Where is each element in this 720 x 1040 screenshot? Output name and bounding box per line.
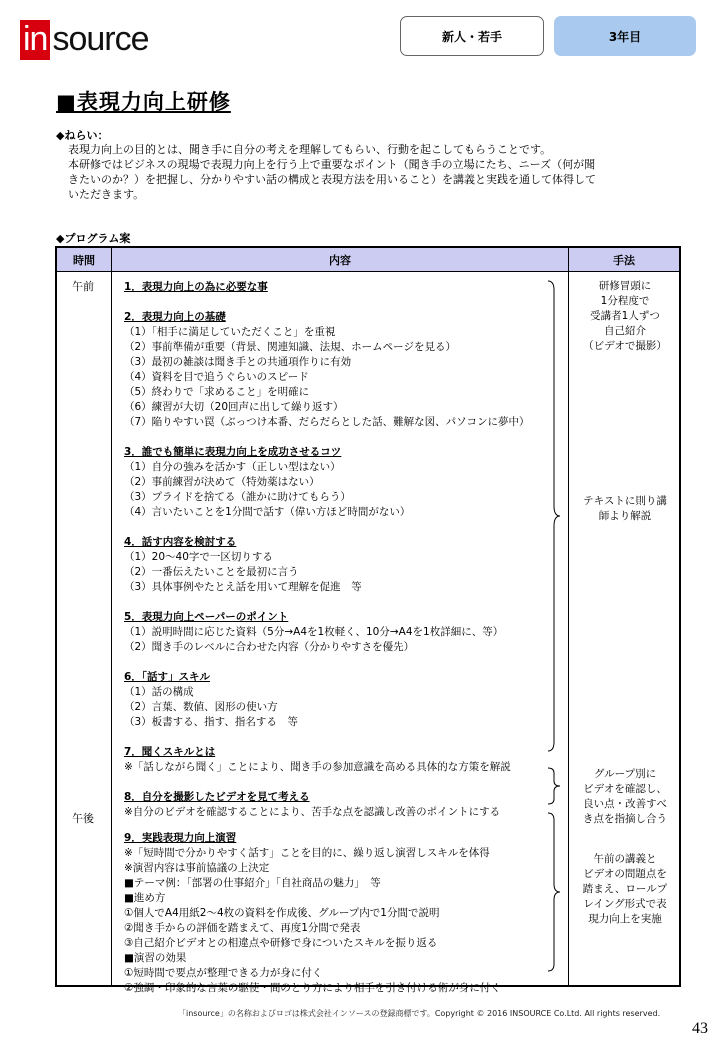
section-item: ※自分のビデオを確認することにより、苦手な点を認識し改善のポイントにする bbox=[124, 806, 501, 818]
section-item: （4）言いたいことを1分間で話す（偉い方ほど時間がない） bbox=[124, 506, 411, 518]
method-line: 1分程度で bbox=[600, 295, 650, 307]
method-line: （ビデオで撮影） bbox=[583, 340, 667, 352]
section-title: 8．自分を撮影したビデオを見て考える bbox=[124, 791, 310, 803]
section-title: 7．聞くスキルとは bbox=[124, 746, 216, 758]
header-time: 時間 bbox=[73, 253, 95, 267]
section-item: ※演習内容は事前協議の上決定 bbox=[124, 862, 270, 874]
section-item: ■テーマ例：「部署の仕事紹介」「自社商品の魅力」 等 bbox=[124, 877, 381, 889]
section-item: ■進め方 bbox=[124, 892, 166, 904]
method-line: テキストに則り講 bbox=[583, 495, 667, 507]
section-title: 4．話す内容を検討する bbox=[124, 536, 237, 548]
section-title: 3．誰でも簡単に表現力向上を成功させるコツ bbox=[124, 446, 342, 458]
section-item: ②強調・印象的な言葉の駆使・間のとり方により相手を引き付ける術が身に付く bbox=[124, 982, 501, 994]
section-item: ①短時間で要点が整理できる力が身に付く bbox=[124, 967, 323, 979]
section-7 bbox=[124, 744, 564, 775]
section-item: ■演習の効果 bbox=[124, 952, 187, 964]
aim-body bbox=[68, 142, 668, 202]
section-item: ③自己紹介ビデオとの相違点や研修で身についたスキルを振り返る bbox=[124, 937, 438, 949]
method-intro bbox=[573, 279, 677, 354]
header-content: 内容 bbox=[329, 253, 351, 267]
method-line: グループ別に bbox=[593, 768, 657, 780]
section-2 bbox=[124, 309, 564, 430]
section-item: （7）陥りやすい罠（ぶっつけ本番、だらだらとした話、難解な図、パソコンに夢中） bbox=[124, 416, 530, 428]
section-item: （3）プライドを捨てる（誰かに助けてもらう） bbox=[124, 491, 351, 503]
page-title: ■表現力向上研修 bbox=[56, 90, 231, 114]
method-line: 現力向上を実施 bbox=[588, 913, 662, 925]
aim-line: きたいのか？）を把握し、分かりやすい話の構成と表現方法を用いること）を講義と実践を通して体得して bbox=[68, 173, 596, 186]
logo-source-text: source bbox=[52, 20, 149, 58]
section-items bbox=[124, 846, 564, 996]
content-column bbox=[124, 279, 564, 1010]
section-item: （1）説明時間に応じた資料（5分→A4を1枚軽く、10分→A4を1枚詳細に、等） bbox=[124, 626, 504, 638]
program-table bbox=[55, 246, 681, 994]
method-line: 研修冒頭に bbox=[598, 280, 652, 292]
section-1 bbox=[124, 279, 564, 295]
aim-heading: ◆ねらい： bbox=[56, 129, 109, 142]
section-title: 5．表現力向上ペーパーのポイント bbox=[124, 611, 289, 623]
aim-line: 本研修ではビジネスの現場で表現力向上を行う上で重要なポイント（聞き手の立場にたち、ニーズ（何が聞 bbox=[68, 158, 596, 171]
copyright-footer: 「insource」の名称およびロゴは株式会社インソースの登録商標です。Copyright © 2016 INSOURCE Co.Ltd. All rights reserved. bbox=[178, 1009, 661, 1018]
section-item: ①個人でA4用紙2～4枚の資料を作成後、グループ内で1分間で説明 bbox=[124, 907, 440, 919]
brace-morning bbox=[547, 280, 561, 752]
section-9 bbox=[124, 830, 564, 996]
table-header bbox=[57, 248, 679, 272]
method-line: き点を指摘し合う bbox=[583, 813, 667, 825]
method-group-review bbox=[573, 767, 677, 827]
method-line: 受講者1人ずつ bbox=[590, 310, 660, 322]
method-line: レイング形式で表 bbox=[583, 898, 667, 910]
method-line: 踏まえ、ロールプ bbox=[582, 883, 668, 895]
section-item: （2）事前練習が決めて（特効薬はない） bbox=[124, 476, 320, 488]
section-item: （2）言葉、数値、図形の使い方 bbox=[124, 701, 278, 713]
section-item: （1）話の構成 bbox=[124, 686, 194, 698]
time-afternoon: 午後 bbox=[72, 812, 94, 825]
method-roleplay bbox=[573, 852, 677, 927]
program-heading: ◆プログラム案 bbox=[56, 232, 131, 245]
section-item: ②聞き手からの評価を踏まえて、再度1分間で発表 bbox=[124, 922, 361, 934]
brace-section9 bbox=[547, 812, 561, 972]
tab-third-year: 3年目 bbox=[554, 16, 696, 56]
method-line: 自己紹介 bbox=[604, 325, 646, 337]
section-8 bbox=[124, 789, 564, 820]
section-item: （1）20～40字で一区切りする bbox=[124, 551, 273, 563]
section-item: （4）資料を目で追うぐらいのスピード bbox=[124, 371, 309, 383]
tab-new-employee: 新人・若手 bbox=[400, 16, 544, 56]
section-item: （1）「相手に満足していただくこと」を重視 bbox=[124, 326, 336, 338]
aim-line: いただきます。 bbox=[68, 188, 145, 201]
section-item: （3）最初の雑談は聞き手との共通項作りに有効 bbox=[124, 356, 352, 368]
section-item: （2）聞き手のレベルに合わせた内容（分かりやすさを優先） bbox=[124, 641, 415, 653]
section-item: （5）終わりで「求めること」を明確に bbox=[124, 386, 310, 398]
page-number: 43 bbox=[692, 1020, 708, 1037]
section-item: （3）板書する、指す、指名する 等 bbox=[124, 716, 298, 728]
header-method: 手法 bbox=[613, 253, 635, 267]
brace-section8 bbox=[547, 767, 561, 805]
logo-in-mark: in bbox=[20, 20, 50, 60]
insource-logo bbox=[20, 20, 149, 60]
section-item: （3）具体事例やたとえ話を用いて理解を促進 等 bbox=[124, 581, 362, 593]
time-morning: 午前 bbox=[72, 280, 94, 293]
morning-sections bbox=[124, 279, 564, 775]
method-line: ビデオを確認し、 bbox=[583, 783, 667, 795]
method-lecture bbox=[573, 494, 677, 524]
section-item: ※「短時間で分かりやすく話す」ことを目的に、繰り返し演習しスキルを体得 bbox=[124, 847, 490, 859]
method-line: 良い点・改善すべ bbox=[583, 798, 667, 810]
section-5 bbox=[124, 609, 564, 655]
section-6 bbox=[124, 669, 564, 730]
section-title: 6．「話す」スキル bbox=[124, 671, 210, 683]
section-4 bbox=[124, 534, 564, 595]
column-divider bbox=[568, 248, 569, 985]
section-item: （2）事前準備が重要（背景、関連知識、法規、ホームページを見る） bbox=[124, 341, 456, 353]
section-item: （1）自分の強みを活かす（正しい型はない） bbox=[124, 461, 341, 473]
section-item: （2）一番伝えたいことを最初に言う bbox=[124, 566, 299, 578]
section-3 bbox=[124, 444, 564, 520]
aim-line: 表現力向上の目的とは、聞き手に自分の考えを理解してもらい、行動を起こしてもらうことです。 bbox=[68, 143, 552, 156]
method-line: 師より解説 bbox=[598, 510, 652, 522]
column-divider bbox=[111, 248, 112, 985]
section-title: 1．表現力向上の為に必要な事 bbox=[124, 281, 268, 293]
section-item: （6）練習が大切（20回声に出して繰り返す） bbox=[124, 401, 344, 413]
section-item: ※「話しながら聞く」ことにより、聞き手の参加意識を高める具体的な方策を解説 bbox=[124, 761, 511, 773]
section-title: 9．実践表現力向上演習 bbox=[124, 832, 237, 844]
method-line: ビデオの問題点を bbox=[583, 868, 667, 880]
section-title: 2．表現力向上の基礎 bbox=[124, 311, 226, 323]
method-line: 午前の講義と bbox=[593, 853, 657, 865]
